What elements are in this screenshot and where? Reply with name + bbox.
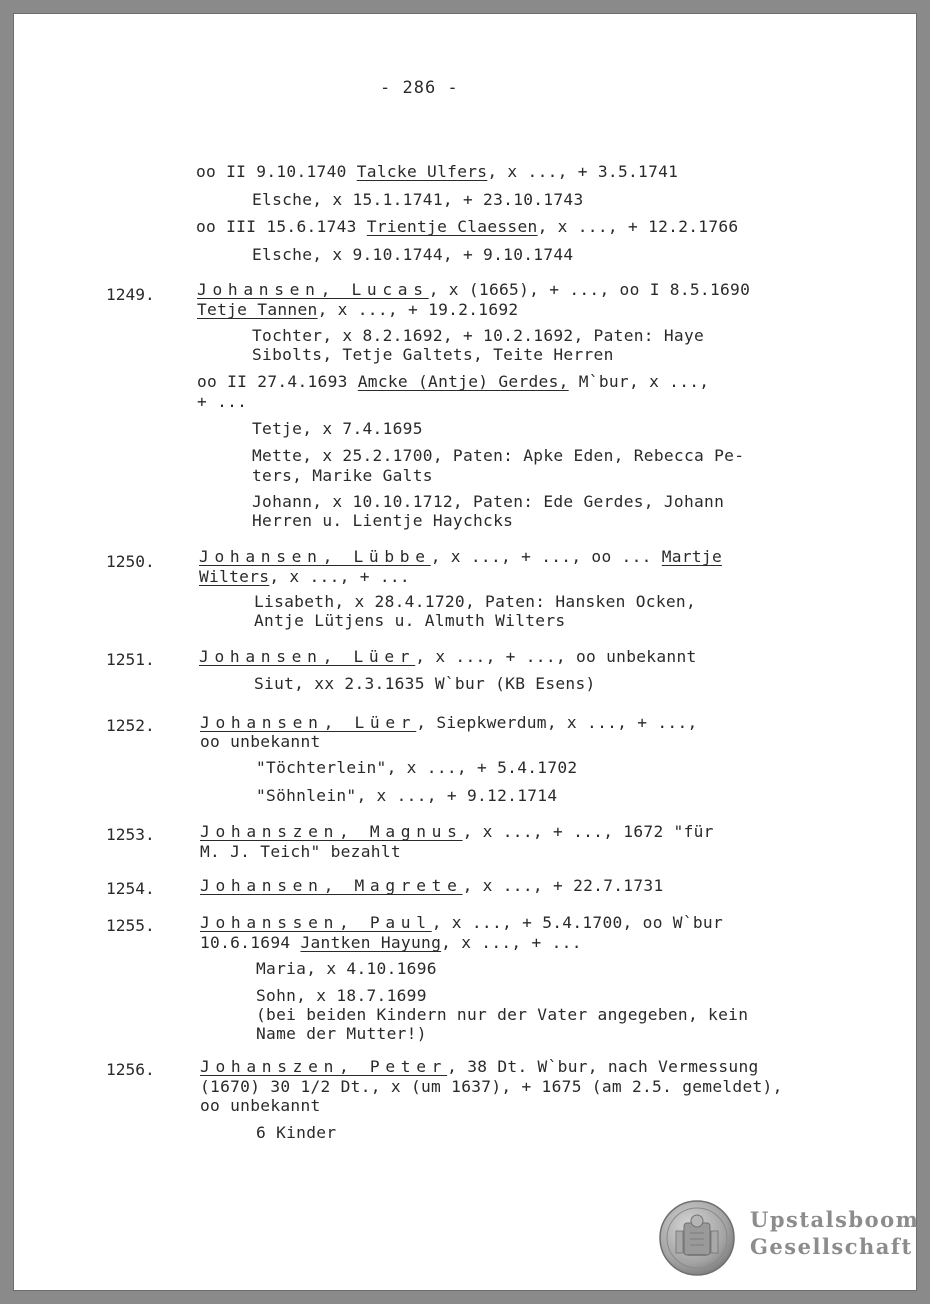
child-line: Elsche, x 9.10.1744, + 9.10.1744	[252, 245, 574, 264]
person-name: Johansen, Lüer	[199, 647, 416, 666]
child-line: Sibolts, Tetje Galtets, Teite Herren	[252, 345, 614, 364]
entry-head: Johansen, Magrete, x ..., + 22.7.1731	[200, 876, 664, 895]
text-line: oo unbekannt	[200, 1096, 321, 1115]
entry-number: 1252.	[106, 716, 155, 735]
entry-number: 1256.	[106, 1060, 155, 1079]
text-line: (1670) 30 1/2 Dt., x (um 1637), + 1675 (am 2.5. gemeldet),	[200, 1077, 783, 1096]
text-line: + ...	[197, 392, 248, 411]
text-line: oo II 27.4.1693 Amcke (Antje) Gerdes, M`bur, x ...,	[197, 372, 710, 391]
page-number: - 286 -	[380, 78, 459, 98]
child-line: Sohn, x 18.7.1699	[256, 986, 427, 1005]
child-line: (bei beiden Kindern nur der Vater angegeben, kein	[256, 1005, 749, 1024]
entry-head: Johansen, Lüer, x ..., + ..., oo unbekannt	[199, 647, 697, 666]
entry-head: Johansen, Lübbe, x ..., + ..., oo ... Martje	[199, 547, 723, 566]
child-line: Johann, x 10.10.1712, Paten: Ede Gerdes, Johann	[252, 492, 725, 511]
text-line: oo unbekannt	[200, 732, 321, 751]
text-line: Tetje Tannen, x ..., + 19.2.1692	[197, 300, 519, 319]
entry-number: 1249.	[106, 285, 155, 304]
child-line: Tetje, x 7.4.1695	[252, 419, 423, 438]
entry-number: 1254.	[106, 879, 155, 898]
text-line: M. J. Teich" bezahlt	[200, 842, 401, 861]
child-line: Tochter, x 8.2.1692, + 10.2.1692, Paten: Haye	[252, 326, 705, 345]
person-name: Johanszen, Magnus	[200, 822, 463, 841]
spouse-name: Wilters	[199, 567, 270, 586]
child-line: 6 Kinder	[256, 1123, 337, 1142]
child-line: Maria, x 4.10.1696	[256, 959, 437, 978]
text-line: 10.6.1694 Jantken Hayung, x ..., + ...	[200, 933, 582, 952]
entry-head: Johansen, Lucas, x (1665), + ..., oo I 8.5.1690	[197, 280, 751, 299]
child-line: "Söhnlein", x ..., + 9.12.1714	[256, 786, 558, 805]
child-line: Name der Mutter!)	[256, 1024, 427, 1043]
person-name: Johansen, Lucas	[197, 280, 429, 299]
spouse-name: Tetje Tannen	[197, 300, 318, 319]
entry-number: 1251.	[106, 650, 155, 669]
person-name: Johanszen, Peter	[200, 1057, 448, 1076]
entry-head: Johanszen, Magnus, x ..., + ..., 1672 "für	[200, 822, 714, 841]
entry-number: 1255.	[106, 916, 155, 935]
spouse-name: Martje	[661, 547, 723, 566]
child-line: Antje Lütjens u. Almuth Wilters	[254, 611, 566, 630]
child-line: Siut, xx 2.3.1635 W`bur (KB Esens)	[254, 674, 596, 693]
entry-number: 1250.	[106, 552, 155, 571]
society-logo	[658, 1199, 920, 1279]
entry-head: Johansen, Lüer, Siepkwerdum, x ..., + ...,	[200, 713, 698, 732]
child-line: Elsche, x 15.1.1741, + 23.10.1743	[252, 190, 584, 209]
child-line: Lisabeth, x 28.4.1720, Paten: Hansken Ocken,	[254, 592, 697, 611]
person-name: Johansen, Lüer	[200, 713, 417, 732]
person-name: Johansen, Lübbe	[199, 547, 431, 566]
child-line: Mette, x 25.2.1700, Paten: Apke Eden, Rebecca Pe-	[252, 446, 745, 465]
logo-line1: Upstalsboom	[750, 1207, 920, 1232]
spouse-name: Trientje Claessen	[366, 217, 538, 236]
spouse-name: Amcke (Antje) Gerdes,	[357, 372, 569, 391]
logo-line2: Gesellschaft	[750, 1234, 913, 1259]
child-line: "Töchterlein", x ..., + 5.4.1702	[256, 758, 578, 777]
person-name: Johansen, Magrete	[200, 876, 463, 895]
entry-head: Johanszen, Peter, 38 Dt. W`bur, nach Vermessung	[200, 1057, 759, 1076]
child-line: Herren u. Lientje Haychcks	[252, 511, 514, 530]
child-line: ters, Marike Galts	[252, 466, 433, 485]
entry-head: Johanssen, Paul, x ..., + 5.4.1700, oo W`bur	[200, 913, 724, 932]
text-line: oo II 9.10.1740 Talcke Ulfers, x ..., + 3.5.1741	[196, 162, 679, 181]
document-page	[14, 14, 920, 1290]
text-line: oo III 15.6.1743 Trientje Claessen, x ..., + 12.2.1766	[196, 217, 739, 236]
spouse-name: Talcke Ulfers	[356, 162, 488, 181]
spouse-name: Jantken Hayung	[300, 933, 442, 952]
person-name: Johanssen, Paul	[200, 913, 432, 932]
seal-icon	[658, 1199, 736, 1277]
text-line: Wilters, x ..., + ...	[199, 567, 410, 586]
entry-number: 1253.	[106, 825, 155, 844]
